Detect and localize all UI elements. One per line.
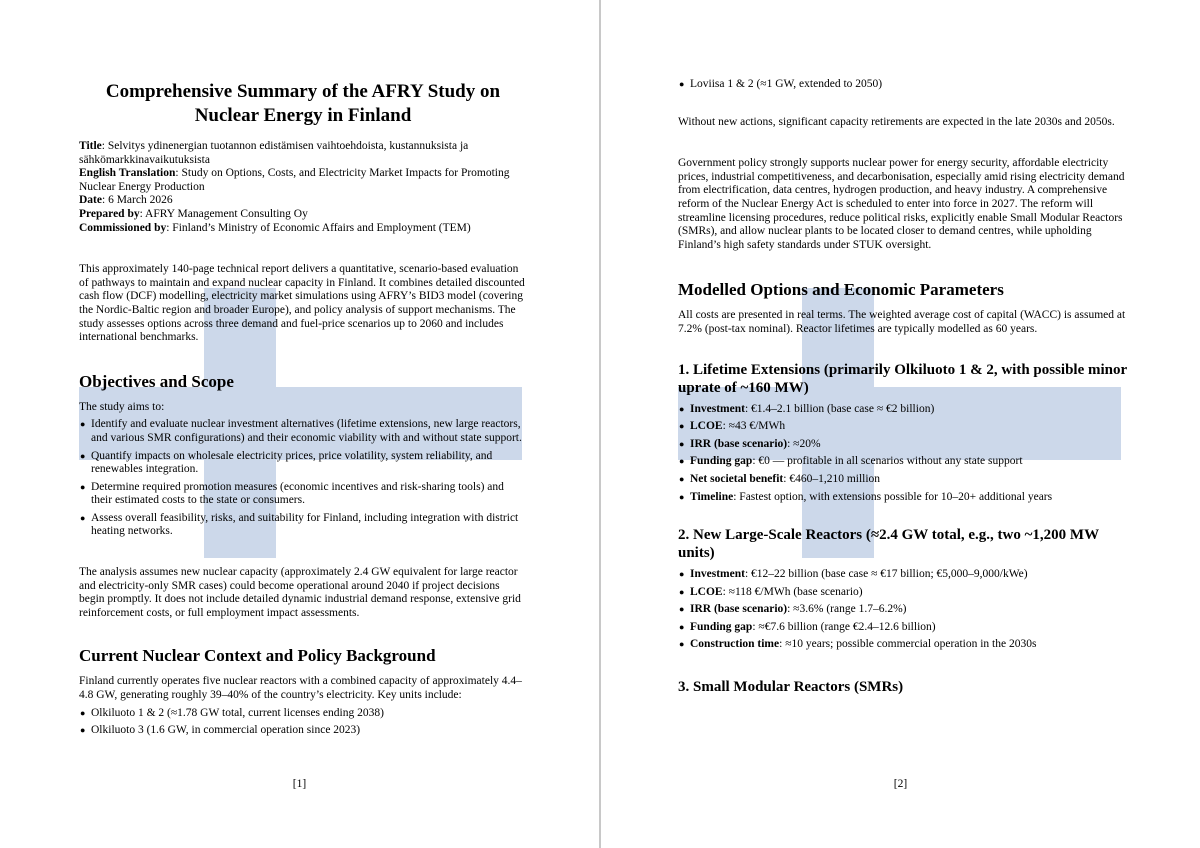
document-title: Comprehensive Summary of the AFRY Study on Nuclear Energy in Finland: [105, 81, 501, 126]
list-item: ● Assess overall feasibility, risks, and suitability for Finland, including integration with district heating networks.: [79, 512, 527, 539]
list-item: ● IRR (base scenario): ≈3.6% (range 1.7–6.2%): [678, 603, 1128, 617]
context-lead: Finland currently operates five nuclear reactors with a combined capacity of approximately 4.4–4.8 GW, generating roughly 39–40% of the country’s electricity. Key units include:: [79, 675, 522, 702]
metadata-block: [79, 140, 527, 235]
list-item: ● Funding gap: €0 — profitable in all scenarios without any state support: [678, 455, 1128, 469]
page-1: [0, 0, 599, 848]
meta-translation: English Translation: Study on Options, Costs, and Electricity Market Impacts for Promoting Nuclear Energy Production: [79, 167, 510, 193]
page-number: [1]: [292, 778, 307, 790]
list-item: ● Funding gap: ≈€7.6 billion (range €2.4–12.6 billion): [678, 621, 1128, 635]
list-item: ● Quantify impacts on wholesale electricity prices, price volatility, system reliability, and renewables integration.: [79, 450, 527, 477]
section-2-list: [678, 568, 1128, 652]
objectives-lead: The study aims to:: [79, 400, 165, 413]
section-3-heading: 3. Small Modular Reactors (SMRs): [678, 679, 904, 696]
options-heading: Modelled Options and Economic Parameters: [678, 280, 1004, 300]
page-2: [601, 0, 1200, 848]
list-item: ● Determine required promotion measures (economic incentives and risk-sharing tools) and their estimated costs to the state or consumers.: [79, 481, 527, 508]
page-2-content: [678, 78, 1128, 696]
meta-title: Title: Selvitys ydinenergian tuotannon edistämisen vaihtoehdoista, kustannuksista ja sähkömarkkinavaikutuksista: [79, 140, 469, 166]
list-item: ● Investment: €12–22 billion (base case ≈ €17 billion; €5,000–9,000/kWe): [678, 568, 1128, 582]
list-item: ● Net societal benefit: €460–1,210 million: [678, 473, 1128, 487]
options-lead: All costs are presented in real terms. The weighted average cost of capital (WACC) is assumed at 7.2% (post-tax nominal). Reactor lifetimes are typically modelled as 60 years.: [678, 309, 1126, 335]
meta-commissioned-by: Commissioned by: Finland’s Ministry of Economic Affairs and Employment (TEM): [79, 221, 471, 234]
units-list-continued: [678, 78, 1128, 92]
section-1-list: [678, 403, 1128, 505]
list-item: ● LCOE: ≈43 €/MWh: [678, 420, 1128, 434]
context-heading: Current Nuclear Context and Policy Background: [79, 646, 436, 666]
retirements-paragraph: Without new actions, significant capacity retirements are expected in the late 2030s and 2050s.: [678, 115, 1115, 128]
page-1-content: [79, 80, 527, 742]
intro-paragraph: This approximately 140-page technical report delivers a quantitative, scenario-based evaluation of pathways to maintain and expand nuclear capacity in Finland. It combines detailed discounted cash flow (DCF) modelling, electricity market simulations using AFRY’s BID3 model (covering the Nordic-Baltic region and broader Europe), and policy analysis of support mechanisms. The study assesses options across three demand and fuel-price scenarios up to 2060 and includes international benchmarks.: [79, 263, 525, 344]
units-list: [79, 707, 527, 738]
list-item: ● Olkiluoto 1 & 2 (≈1.78 GW total, current licenses ending 2038): [79, 707, 527, 721]
list-item: ● Investment: €1.4–2.1 billion (base case ≈ €2 billion): [678, 403, 1128, 417]
list-item: ● Construction time: ≈10 years; possible commercial operation in the 2030s: [678, 638, 1128, 652]
meta-prepared-by: Prepared by: AFRY Management Consulting Oy: [79, 207, 308, 220]
list-item: ● Loviisa 1 & 2 (≈1 GW, extended to 2050): [678, 78, 1128, 92]
policy-paragraph: Government policy strongly supports nuclear power for energy security, affordable electricity prices, industrial competitiveness, and decarbonisation, especially amid rising electricity demand from electrification, data centres, hydrogen production, and heavy industry. A comprehensive reform of the Nuclear Energy Act is scheduled to enter into force in 2027. The reform will streamline licensing procedures, reduce political risks, explicitly enable Small Modular Reactors (SMRs), and allow nuclear plants to be located closer to demand centres, while upholding Finland’s high safety standards under STUK oversight.: [678, 157, 1125, 251]
list-item: ● LCOE: ≈118 €/MWh (base scenario): [678, 586, 1128, 600]
list-item: ● Timeline: Fastest option, with extensions possible for 10–20+ additional years: [678, 491, 1128, 505]
meta-date: Date: 6 March 2026: [79, 194, 173, 207]
objectives-list: [79, 418, 527, 539]
list-item: ● Identify and evaluate nuclear investment alternatives (lifetime extensions, new large reactors, and various SMR configurations) and their economic viability with and without state support.: [79, 418, 527, 445]
list-item: ● Olkiluoto 3 (1.6 GW, in commercial operation since 2023): [79, 724, 527, 738]
section-2-heading: 2. New Large-Scale Reactors (≈2.4 GW total, e.g., two ~1,200 MW units): [678, 527, 1099, 562]
objectives-heading: Objectives and Scope: [79, 371, 234, 391]
section-1-heading: 1. Lifetime Extensions (primarily Olkiluoto 1 & 2, with possible minor uprate of ~160 MW): [678, 361, 1127, 396]
list-item: ● IRR (base scenario): ≈20%: [678, 438, 1128, 452]
page-number: [2]: [893, 778, 908, 790]
assumptions-paragraph: The analysis assumes new nuclear capacity (approximately 2.4 GW equivalent for large reactor and electricity-only SMR cases) could become operational around 2040 if project decisions begin promptly. It does not include detailed dynamic industrial demand response, extensive grid reinforcement costs, or full employment impact assessments.: [79, 566, 521, 619]
